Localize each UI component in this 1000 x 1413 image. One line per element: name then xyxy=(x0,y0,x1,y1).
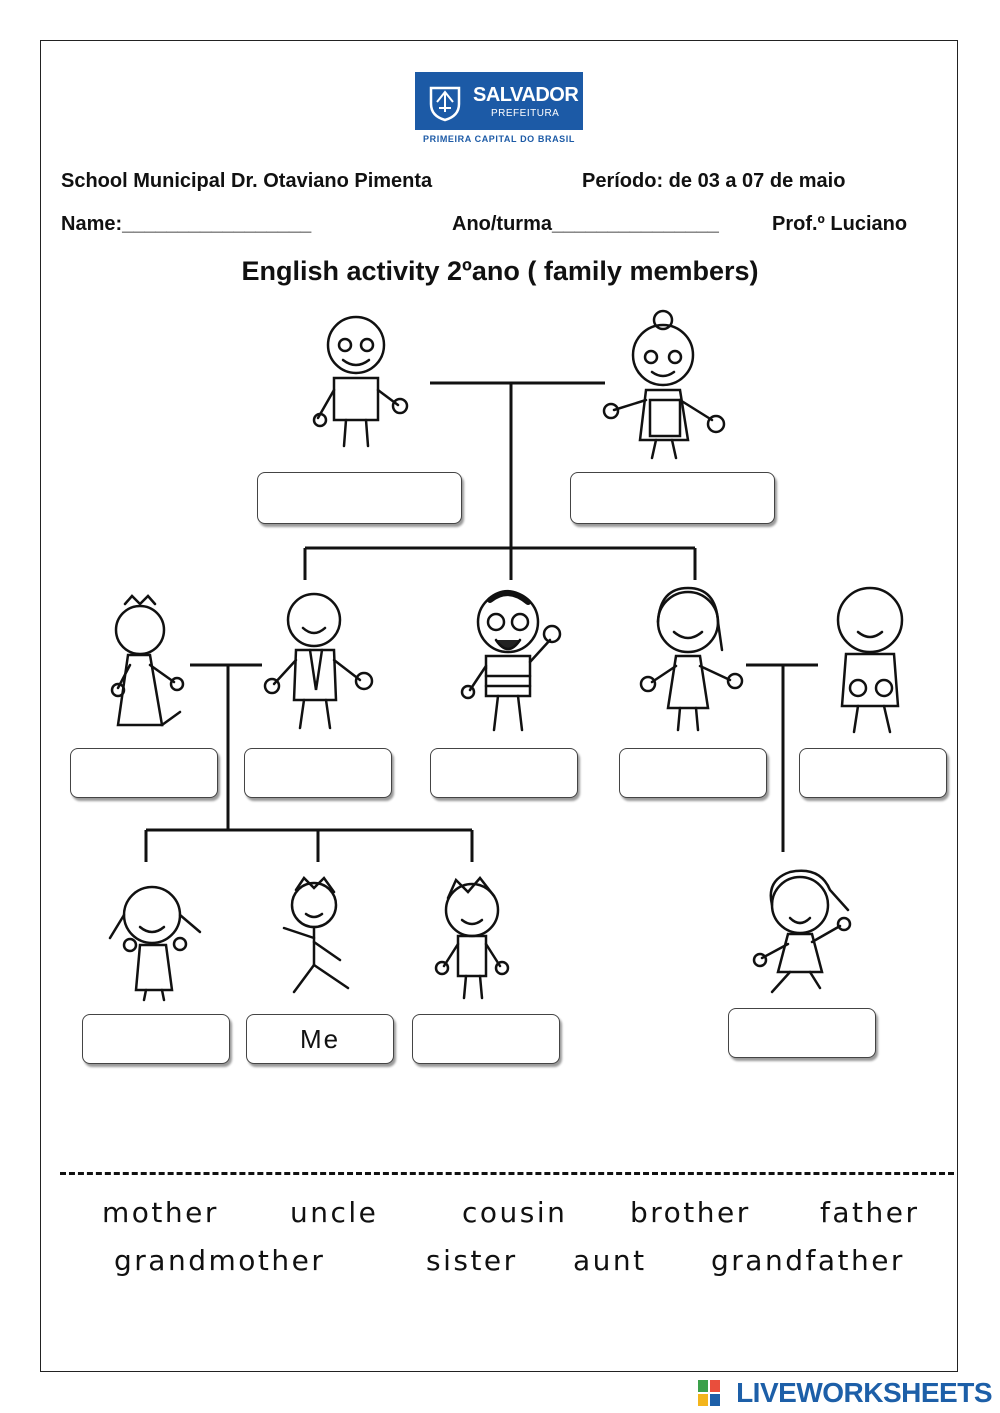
word-bank-item[interactable]: sister xyxy=(426,1244,518,1277)
cousin-figure xyxy=(754,871,850,992)
answer-box-grandmother[interactable] xyxy=(570,472,775,524)
period-text: Período: de 03 a 07 de maio xyxy=(582,170,846,192)
me-figure xyxy=(284,878,348,992)
logo-subtitle: PREFEITURA xyxy=(491,108,560,119)
liveworksheets-logo-icon xyxy=(698,1380,720,1406)
answer-box-uncle-in-law[interactable] xyxy=(799,748,947,798)
uncle-figure xyxy=(265,594,372,728)
answer-box-aunt-in-law[interactable] xyxy=(70,748,218,798)
answer-box-brother[interactable] xyxy=(412,1014,560,1064)
logo-title: SALVADOR xyxy=(473,84,579,106)
word-bank-item[interactable]: father xyxy=(820,1196,920,1229)
father-figure xyxy=(462,592,560,730)
answer-box-mother[interactable] xyxy=(619,748,767,798)
answer-box-uncle[interactable] xyxy=(244,748,392,798)
class-field: Ano/turma_______________ xyxy=(452,213,719,235)
sister-figure xyxy=(110,887,200,1000)
word-bank-item[interactable]: grandmother xyxy=(114,1244,326,1277)
word-bank-item[interactable]: uncle xyxy=(290,1196,379,1229)
answer-box-me: Me xyxy=(246,1014,394,1064)
teacher-name: Prof.º Luciano xyxy=(772,213,908,235)
answer-box-grandfather[interactable] xyxy=(257,472,462,524)
uncle-in-law-figure xyxy=(838,588,902,732)
cut-line-divider xyxy=(60,1172,954,1175)
word-bank-item[interactable]: grandfather xyxy=(711,1244,905,1277)
school-name: School Municipal Dr. Otaviano Pimenta xyxy=(61,170,433,192)
grandmother-figure xyxy=(604,311,724,458)
answer-box-father[interactable] xyxy=(430,748,578,798)
word-bank-item[interactable]: brother xyxy=(630,1196,751,1229)
name-field: Name:_________________ xyxy=(61,213,312,235)
word-bank-item[interactable]: cousin xyxy=(462,1196,568,1229)
page-title: English activity 2ºano ( family members) xyxy=(241,256,759,286)
word-bank-item[interactable]: aunt xyxy=(573,1244,647,1277)
mother-figure xyxy=(641,588,742,730)
grandfather-figure xyxy=(314,317,407,446)
brother-figure xyxy=(436,878,508,998)
aunt-in-law-figure xyxy=(112,596,183,725)
logo-tagline: PRIMEIRA CAPITAL DO BRASIL xyxy=(423,134,575,144)
word-bank-item[interactable]: mother xyxy=(102,1196,219,1229)
answer-box-sister[interactable] xyxy=(82,1014,230,1064)
liveworksheets-watermark: LIVEWORKSHEETS xyxy=(736,1377,992,1408)
answer-box-cousin[interactable] xyxy=(728,1008,876,1058)
